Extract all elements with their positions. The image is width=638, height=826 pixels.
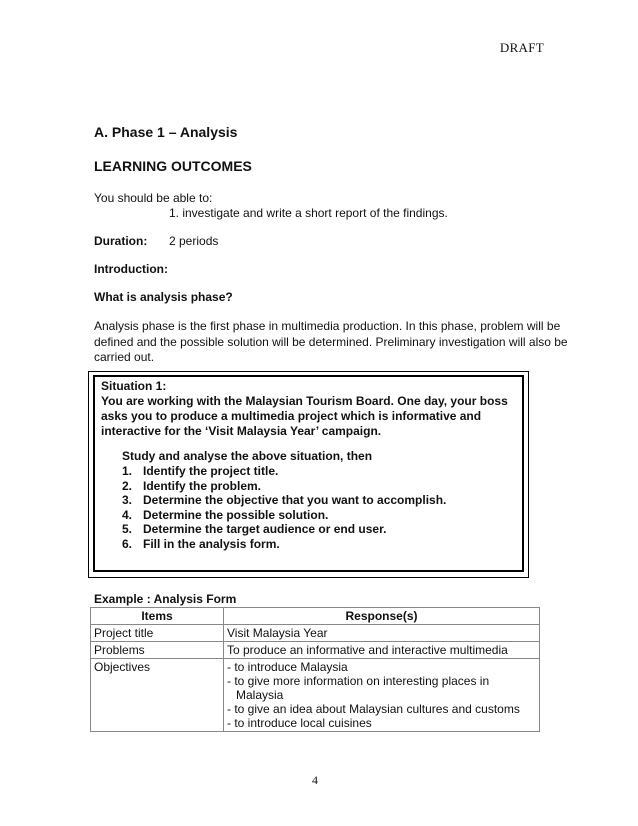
table-cell-response: To produce an informative and interactive multimedia — [224, 642, 540, 659]
table-cell-response: Visit Malaysia Year — [224, 625, 540, 642]
table-row — [91, 642, 540, 659]
objective-line: - to give more information on interesting places in Malaysia — [227, 674, 490, 702]
column-header-items: Items — [91, 608, 224, 625]
list-item: 6. Fill in the analysis form. — [122, 536, 280, 551]
list-item: 4. Determine the possible solution. — [122, 507, 329, 522]
table-row — [91, 625, 540, 642]
objective-line: - to introduce local cuisines — [227, 716, 372, 730]
introduction-heading: Introduction: — [94, 262, 168, 276]
table-cell-item: Problems — [91, 642, 224, 659]
objective-line: - to give an idea about Malaysian cultures and customs — [227, 702, 520, 716]
learning-outcomes-intro: You should be able to: — [94, 191, 213, 205]
list-item: 2. Identify the problem. — [122, 478, 262, 493]
example-form-label: Example : Analysis Form — [94, 592, 237, 606]
learning-outcomes-heading: LEARNING OUTCOMES — [94, 158, 252, 174]
duration-label: Duration: — [94, 234, 148, 248]
learning-outcome-item: 1. investigate and write a short report of the findings. — [169, 206, 448, 220]
table-cell-item: Objectives — [91, 659, 224, 732]
situation-title: Situation 1: — [101, 379, 167, 393]
draft-watermark-label: DRAFT — [499, 40, 544, 55]
table-header-row — [91, 608, 540, 625]
page-number: 4 — [312, 773, 318, 787]
list-item: 1. Identify the project title. — [122, 464, 279, 478]
list-item: 5. Determine the target audience or end user. — [122, 522, 387, 537]
situation-task: Study and analyse the above situation, then — [122, 449, 373, 463]
question-heading: What is analysis phase? — [94, 290, 233, 304]
objective-line: - to introduce Malaysia — [227, 660, 348, 674]
list-item: 3. Determine the objective that you want to accomplish. — [122, 493, 447, 508]
intro-paragraph: Analysis phase is the first phase in multimedia production. In this phase, problem will be defined and the possible solution will be determined. Preliminary investigation will also be carried out. — [94, 319, 568, 364]
situation-text-block — [101, 379, 521, 439]
situation-steps-list — [122, 464, 446, 552]
section-title: A. Phase 1 – Analysis — [94, 124, 238, 140]
table-cell-response — [224, 659, 540, 732]
table-row — [91, 659, 540, 732]
duration-value: 2 periods — [169, 234, 219, 248]
column-header-responses: Response(s) — [224, 608, 540, 625]
analysis-form-table — [90, 607, 540, 732]
situation-description: You are working with the Malaysian Tourism Board. One day, your boss asks you to produce a multimedia project which is informative and interactive for the ‘Visit Malaysia Year’ campaign. — [101, 394, 508, 438]
table-cell-item: Project title — [91, 625, 224, 642]
